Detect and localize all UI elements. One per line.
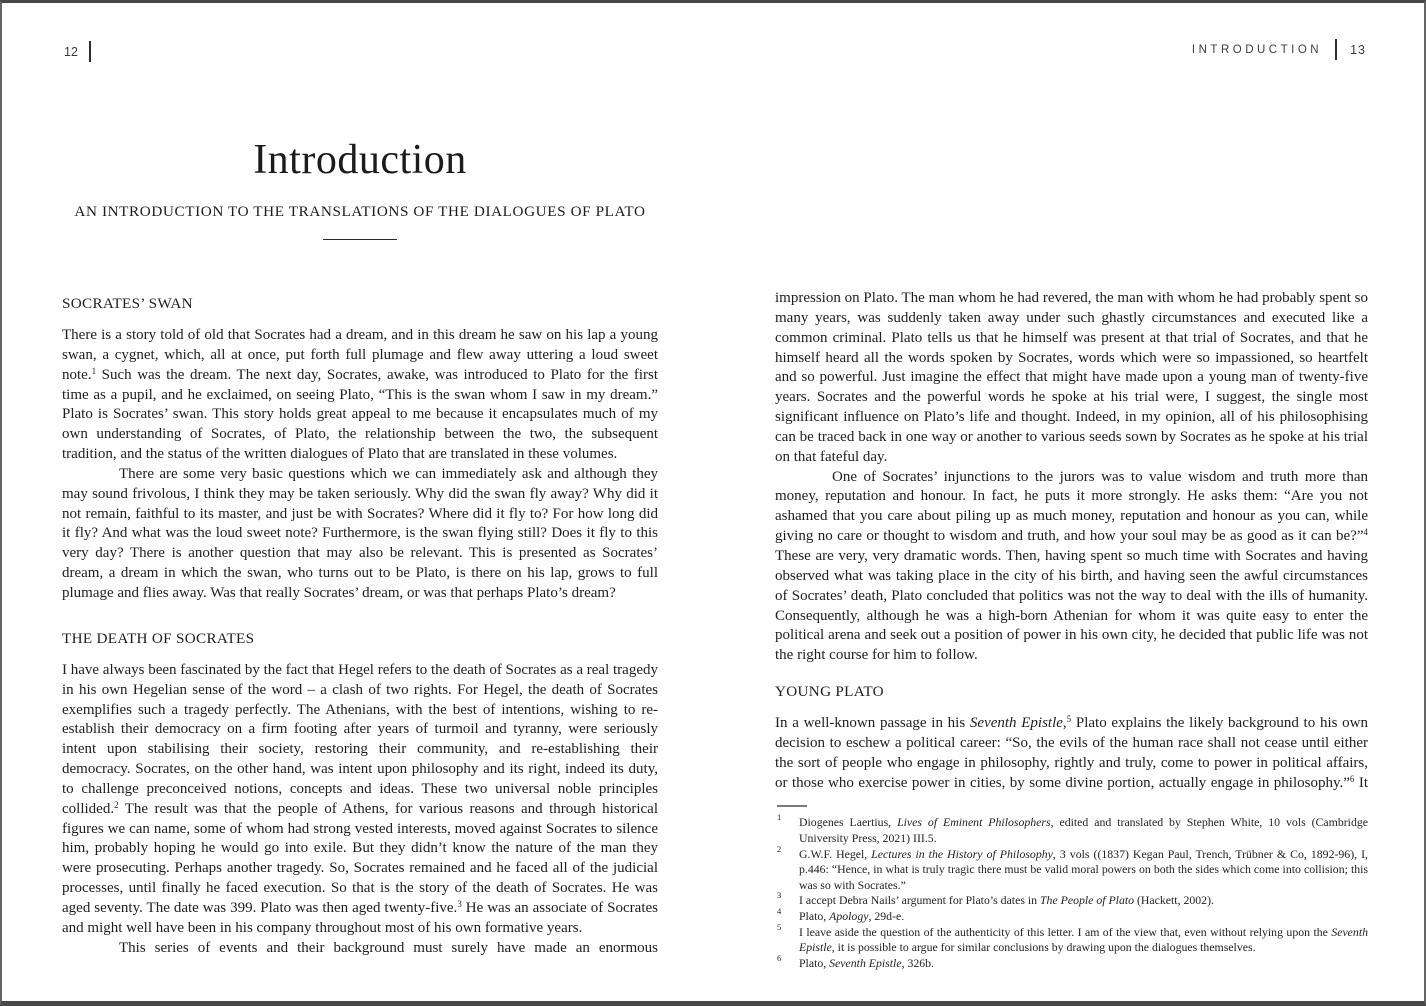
footnote-text: Plato, Seventh Epistle, 326b. — [799, 955, 935, 970]
paragraph: I have always been fascinated by the fact that Hegel refers to the death of Socrates as a real tragedy in his own Hegelian sense of the word – a clash of two rights. For Hegel, the death of Socrates exemplifies such a tragedy perfectly. The Athenians, with the best of intentions, wishing to re-establish their democracy on a firm footing after years of turmoil and tyranny, were seriously intent upon stabilising their society, restoring their community, and re-establishing their democracy. Socrates, on the other hand, was intent upon philosophy and its right, indeed its duty, to challenge preconceived notions, concepts and ideas. These two universal noble principles collided.$^2$ The result was that the people of Athens, for various reasons and through historical figures we can name, some of whom had strong vested interests, moved against Socrates to silence him, probably hoping he would go into exile. But they didn’t know the nature of the man they were prosecuting. Perhaps another tragedy. So, Socrates remained and he faced all of the judicial processes, until finally he faced execution. So that is the story of the death of Socrates. He was aged seventy. The date was 399. Plato was then aged twenty-five.$^3$ He was an associate of Socrates and might well have been in his company throughout most of his own formative years. — [62, 661, 658, 936]
footnote-text: Diogenes Laertius, Lives of Eminent Philosophers, edited and translated by Stephen White, 10 vols (Cambridge University Press, 2021) III.5. — [799, 815, 1368, 845]
paragraph: One of Socrates’ injunctions to the jurors was to value wisdom and truth more than money, reputation and honour. In fact, he puts it more strongly. He asks them: “Are you not ashamed that you care about piling up as much money, reputation and honour as you can, while giving no care or thought to wisdom and truth, and how your soul may be as good as it can be?”$^4$ These are very, very dramatic words. Then, having spent so much time with Socrates and having observed what was taking place in the city of his birth, and having seen the awful circumstances of Socrates’ death, Plato concluded that politics was not the way to deal with the ills of humanity. Consequently, although he was a high-born Athenian for whom it was quite easy to enter the political arena and seek out a position of power in his own city, he decided that public life was not the right course for him to follow. — [775, 468, 1368, 664]
paragraph: impression on Plato. The man whom he had revered, the man with whom he had probably spent so many years, was suddenly taken away under such ghastly circumstances and executed like a common criminal. Plato tells us that he himself was present at that trial of Socrates, and that he himself heard all the words spoken by Socrates, words which were so impassioned, so heartfelt and so powerful. Just imagine the effect that might have made upon a young man of twenty-five years. Socrates and the powerful words he spoke at his trial were, I suggest, the single most significant influence on Plato’s life and thought. Indeed, in my opinion, all of his philosophising can be traced back in one way or another to various seeds sown by Socrates as he spoke at his trial on that fateful day. — [775, 290, 1368, 465]
section-heading-death-of-socrates: THE DEATH OF SOCRATES — [62, 629, 255, 647]
chapter-title: Introduction — [253, 137, 467, 183]
footnote: 1 Diogenes Laertius, Lives of Eminent Philosophers, edited and translated by Stephen White, 10 vols (Cambridge University Press, 2021) III.5. — [777, 812, 1368, 845]
footnote: 3 I accept Debra Nails’ argument for Plato’s dates in The People of Plato (Hackett, 2002). — [777, 890, 1214, 908]
running-title: INTRODUCTION — [1191, 43, 1323, 56]
footnote-rule — [777, 805, 807, 807]
title-rule — [323, 239, 397, 240]
footnote: 6 Plato, Seventh Epistle, 326b. — [777, 952, 935, 970]
footnote: 4 Plato, Apology, 29d-e. — [777, 905, 905, 923]
right-page-column — [775, 3, 1368, 971]
footnote: 2 G.W.F. Hegel, Lectures in the History of Philosophy, 3 vols ((1837) Kegan Paul, Trench, Trübner & Co, 1892-96), I, p.446: “Hence, in what is truly tragic there must be valid moral powers on both the sides which come into collision; this was so with Socrates.” — [777, 843, 1368, 892]
paragraph: There is a story told of old that Socrates had a dream, and in this dream he saw on his lap a young swan, a cygnet, which, all at once, put forth full plumage and flew away uttering a loud sweet note.$^1$ Such was the dream. The next day, Socrates, awake, was introduced to Plato for the first time as a pupil, and he exclaimed, on seeing Plato, “This is the swan whom I saw in my dream.” Plato is Socrates’ swan. This story holds great appeal to me because it encapsulates much of my own understanding of Socrates, of Plato, the relationship between the two, the subsequent tradition, and the status of the written dialogues of Plato that are translated in these volumes. — [62, 327, 658, 463]
paragraph: There are some very basic questions which we can immediately ask and although they may sound frivolous, I think they may be taken seriously. Why did the swan fly away? Why did it not remain, faithful to its master, and just be with Socrates? Where did it fly to? For how long did it fly? And what was the loud sweet note? Furthermore, is the swan flying still? Does it fly to this very day? There is another question that may also be relevant. This is presented as Socrates’ dream, a dream in which the swan, who turns out to be Plato, is there on his lap, grows to full plumage and flies away. Was that really Socrates’ dream, or was that perhaps Plato’s dream? — [62, 465, 658, 601]
footnote: 5 I leave aside the question of the authenticity of this letter. I am of the view that, even without relying upon the Seventh Epistle, it is possible to argue for similar conclusions by drawing upon the dialogues themselves. — [777, 921, 1368, 955]
footnote-text: I leave aside the question of the authenticity of this letter. I am of the view that, even without relying upon the Seventh Epistle, it is possible to argue for similar conclusions by drawing upon the dialogues themselves. — [799, 924, 1368, 955]
footnotes — [775, 812, 1368, 971]
right-page-number: 13 — [1350, 42, 1366, 57]
section-heading-socrates-swan: SOCRATES’ SWAN — [62, 295, 193, 312]
footnote-text: G.W.F. Hegel, Lectures in the History of Philosophy, 3 vols ((1837) Kegan Paul, Trench, Trübner & Co, 1892-96), I, p.446: “Hence, in what is truly tragic there must be valid moral powers on both the sides which come into collision; this was so with Socrates.” — [799, 846, 1368, 892]
paragraph: This series of events and their background must surely have made an enormous — [119, 939, 658, 956]
left-page-number: 12 — [64, 44, 78, 59]
footnote-text: I accept Debra Nails’ argument for Plato’s dates in The People of Plato (Hackett, 2002). — [799, 893, 1214, 908]
footnote-text: Plato, Apology, 29d-e. — [799, 908, 905, 923]
section-heading-young-plato: YOUNG PLATO — [775, 683, 884, 701]
paragraph: In a well-known passage in his Seventh Epistle,$^5$ Plato explains the likely background to his own decision to eschew a political career: “So, the evils of the human race shall not cease until either the sort of people who engage in philosophy, rightly and truly, come to power in political affairs, or those who exercise power in cities, by some divine portion, actually engage in philosophy.”$^6$ It — [775, 714, 1368, 791]
left-page-column — [62, 3, 658, 958]
chapter-subtitle: AN INTRODUCTION TO THE TRANSLATIONS OF THE DIALOGUES OF PLATO — [74, 203, 646, 220]
